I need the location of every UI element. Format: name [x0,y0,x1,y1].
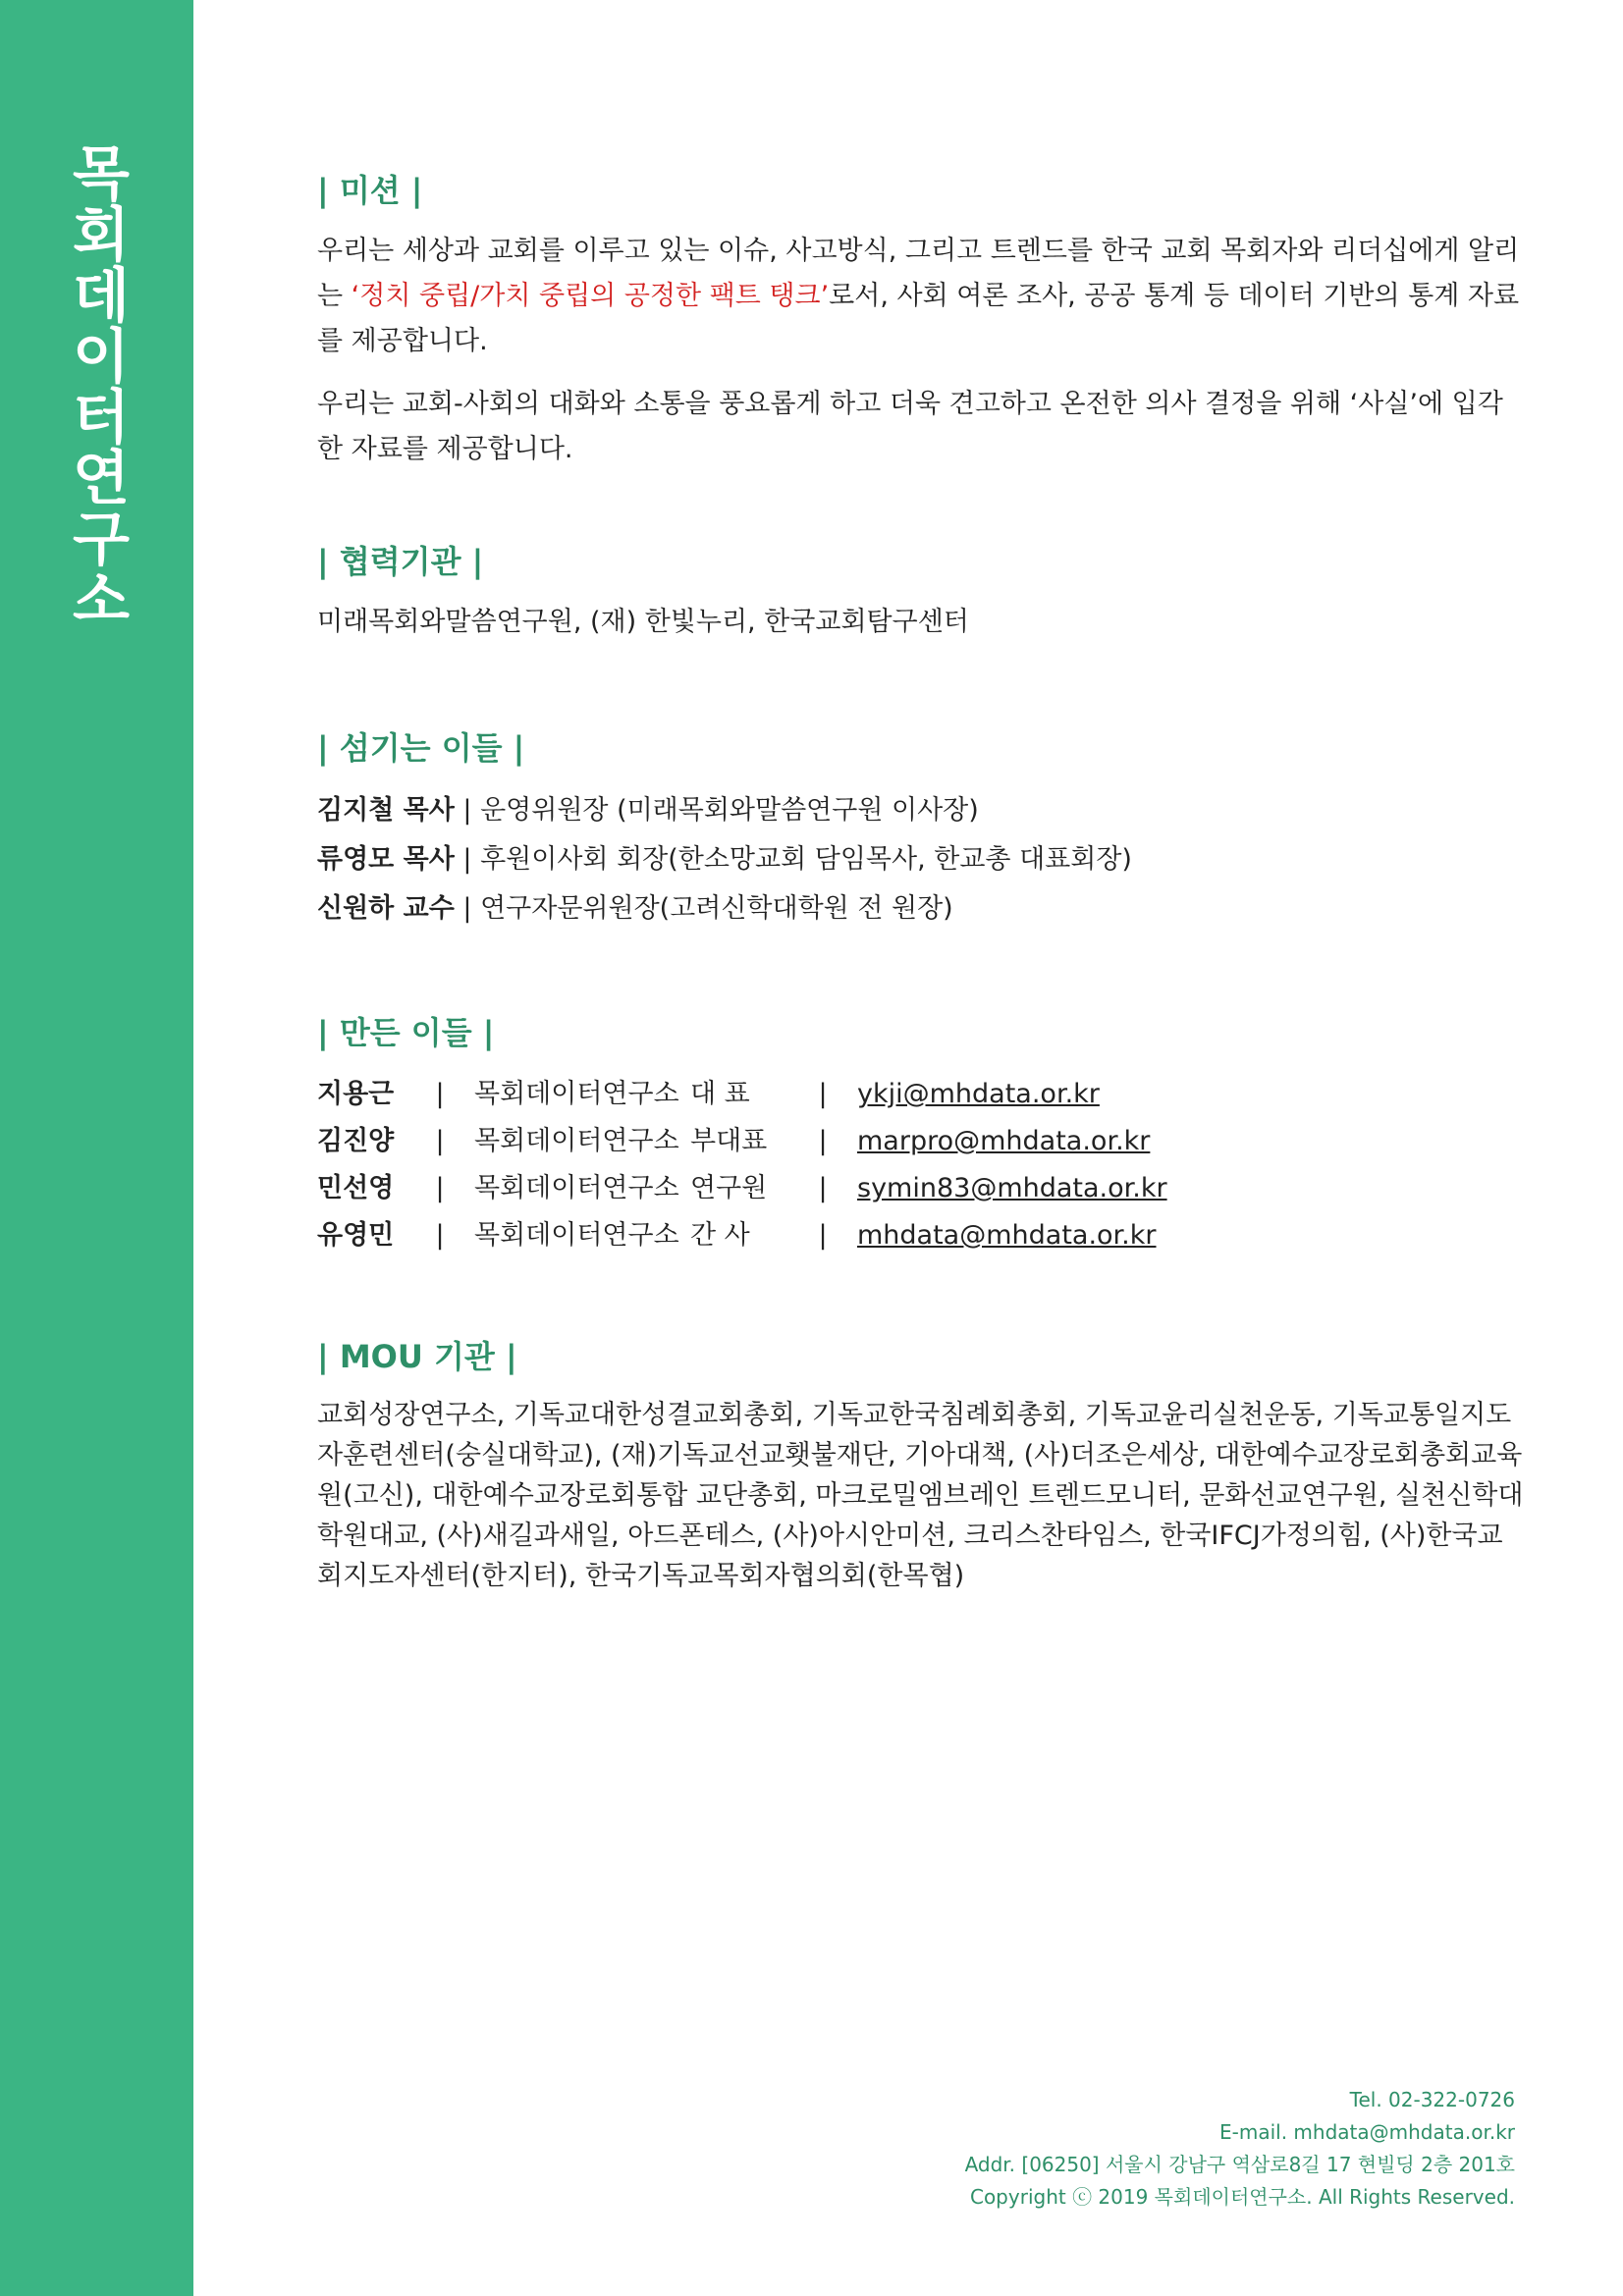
server-name: 신원하 교수 [317,893,455,925]
staff-name: 김진양 [317,1126,395,1157]
mou-heading: | MOU 기관 | [317,1338,517,1375]
server-role: | 운영위원장 (미래목회와말씀연구원 이사장) [454,795,979,827]
server-row [317,786,1525,835]
footer-address: Addr. [06250] 서울시 강남구 역삼로8길 17 현빌딩 2층 201호 [964,2153,1515,2176]
staff-separator: | [435,1173,445,1204]
staff-row [317,1071,1525,1118]
server-row [317,835,1525,884]
staff-role: 대 표 [690,1079,750,1110]
partners-text: 미래목회와말씀연구원, (재) 한빛누리, 한국교회탐구센터 [317,607,969,638]
sidebar [0,0,193,2296]
mission-highlight: ‘정치 중립/가치 중립의 공정한 팩트 탱크’ [351,281,830,312]
mission-section [317,172,1525,472]
mou-section [317,1338,1525,1596]
partners-section [317,543,1525,645]
staff-role: 연구원 [690,1173,768,1204]
staff-role: 부대표 [690,1126,768,1157]
mission-paragraph-1 [317,229,1525,364]
makers-heading: | 만든 이들 | [317,1014,495,1051]
mission-heading: | 미션 | [317,172,423,209]
footer [965,2084,1515,2214]
staff-separator: | [818,1220,828,1252]
server-row [317,884,1525,934]
staff-separator: | [818,1173,828,1204]
staff-separator: | [435,1079,445,1110]
staff-email-link[interactable]: mhdata@mhdata.or.kr [857,1220,1157,1252]
server-name: 김지철 목사 [317,795,455,827]
staff-separator: | [435,1220,445,1252]
staff-separator: | [818,1126,828,1157]
staff-row [317,1118,1525,1165]
staff-separator: | [818,1079,828,1110]
server-role: | 연구자문위원장(고려신학대학원 전 원장) [454,893,953,925]
sidebar-title: 목회데이터연구소 [62,142,131,629]
server-role: | 후원이사회 회장(한소망교회 담임목사, 한교총 대표회장) [454,844,1132,876]
staff-separator: | [435,1126,445,1157]
staff-row [317,1212,1525,1259]
staff-email-link[interactable]: ykji@mhdata.or.kr [857,1079,1100,1110]
staff-name: 민선영 [317,1173,395,1204]
footer-tel: Tel. 02-322-0726 [1349,2088,1515,2111]
staff-email-link[interactable]: marpro@mhdata.or.kr [857,1126,1151,1157]
mission-text-after: 로서, 사회 여론 조사, 공공 통계 등 데이터 기반의 통계 자료를 제공합니다. [317,281,1520,357]
server-name: 류영모 목사 [317,844,455,876]
staff-name: 지용근 [317,1079,395,1110]
makers-section [317,1014,1525,1259]
servers-section [317,729,1525,934]
staff-org: 목회데이터연구소 [474,1079,679,1110]
staff-role: 간 사 [690,1220,750,1252]
mission-paragraph-2: 우리는 교회-사회의 대화와 소통을 풍요롭게 하고 더욱 견고하고 온전한 의사 결정을 위해 ‘사실’에 입각한 자료를 제공합니다. [317,389,1503,465]
mou-text: 교회성장연구소, 기독교대한성결교회총회, 기독교한국침례회총회, 기독교윤리실천운동, 기독교통일지도자훈련센터(숭실대학교), (재)기독교선교횃불재단, 기아대책, (사)더조은세상, 대한예수교장로회총회교육원(고신), 대한예수교장로회통합 교단총회, 마크로밀엠브레인 트렌드모니터, 문화선교연구원, 실천신학대학원대교, (사)새길과새일, 아드폰테스, (사)아시안미션, 크리스찬타임스, 한국IFCJ가정의힘, (사)한국교회지도자센터(한지터), 한국기독교목회자협의회(한목협) [317,1400,1524,1592]
staff-row [317,1165,1525,1212]
staff-org: 목회데이터연구소 [474,1173,679,1204]
mission-text-before: 우리는 세상과 교회를 이루고 있는 이슈, 사고방식, 그리고 트렌드를 한국 교회 목회자와 리더십에게 알리는 [317,236,1520,312]
footer-email: E-mail. mhdata@mhdata.or.kr [1219,2120,1515,2144]
partners-heading: | 협력기관 | [317,543,484,580]
footer-copyright: Copyright ⓒ 2019 목회데이터연구소. All Rights Reserved. [969,2185,1515,2209]
staff-name: 유영민 [317,1220,395,1252]
staff-org: 목회데이터연구소 [474,1220,679,1252]
servers-heading: | 섬기는 이들 | [317,729,525,767]
staff-email-link[interactable]: symin83@mhdata.or.kr [857,1173,1167,1204]
staff-org: 목회데이터연구소 [474,1126,679,1157]
